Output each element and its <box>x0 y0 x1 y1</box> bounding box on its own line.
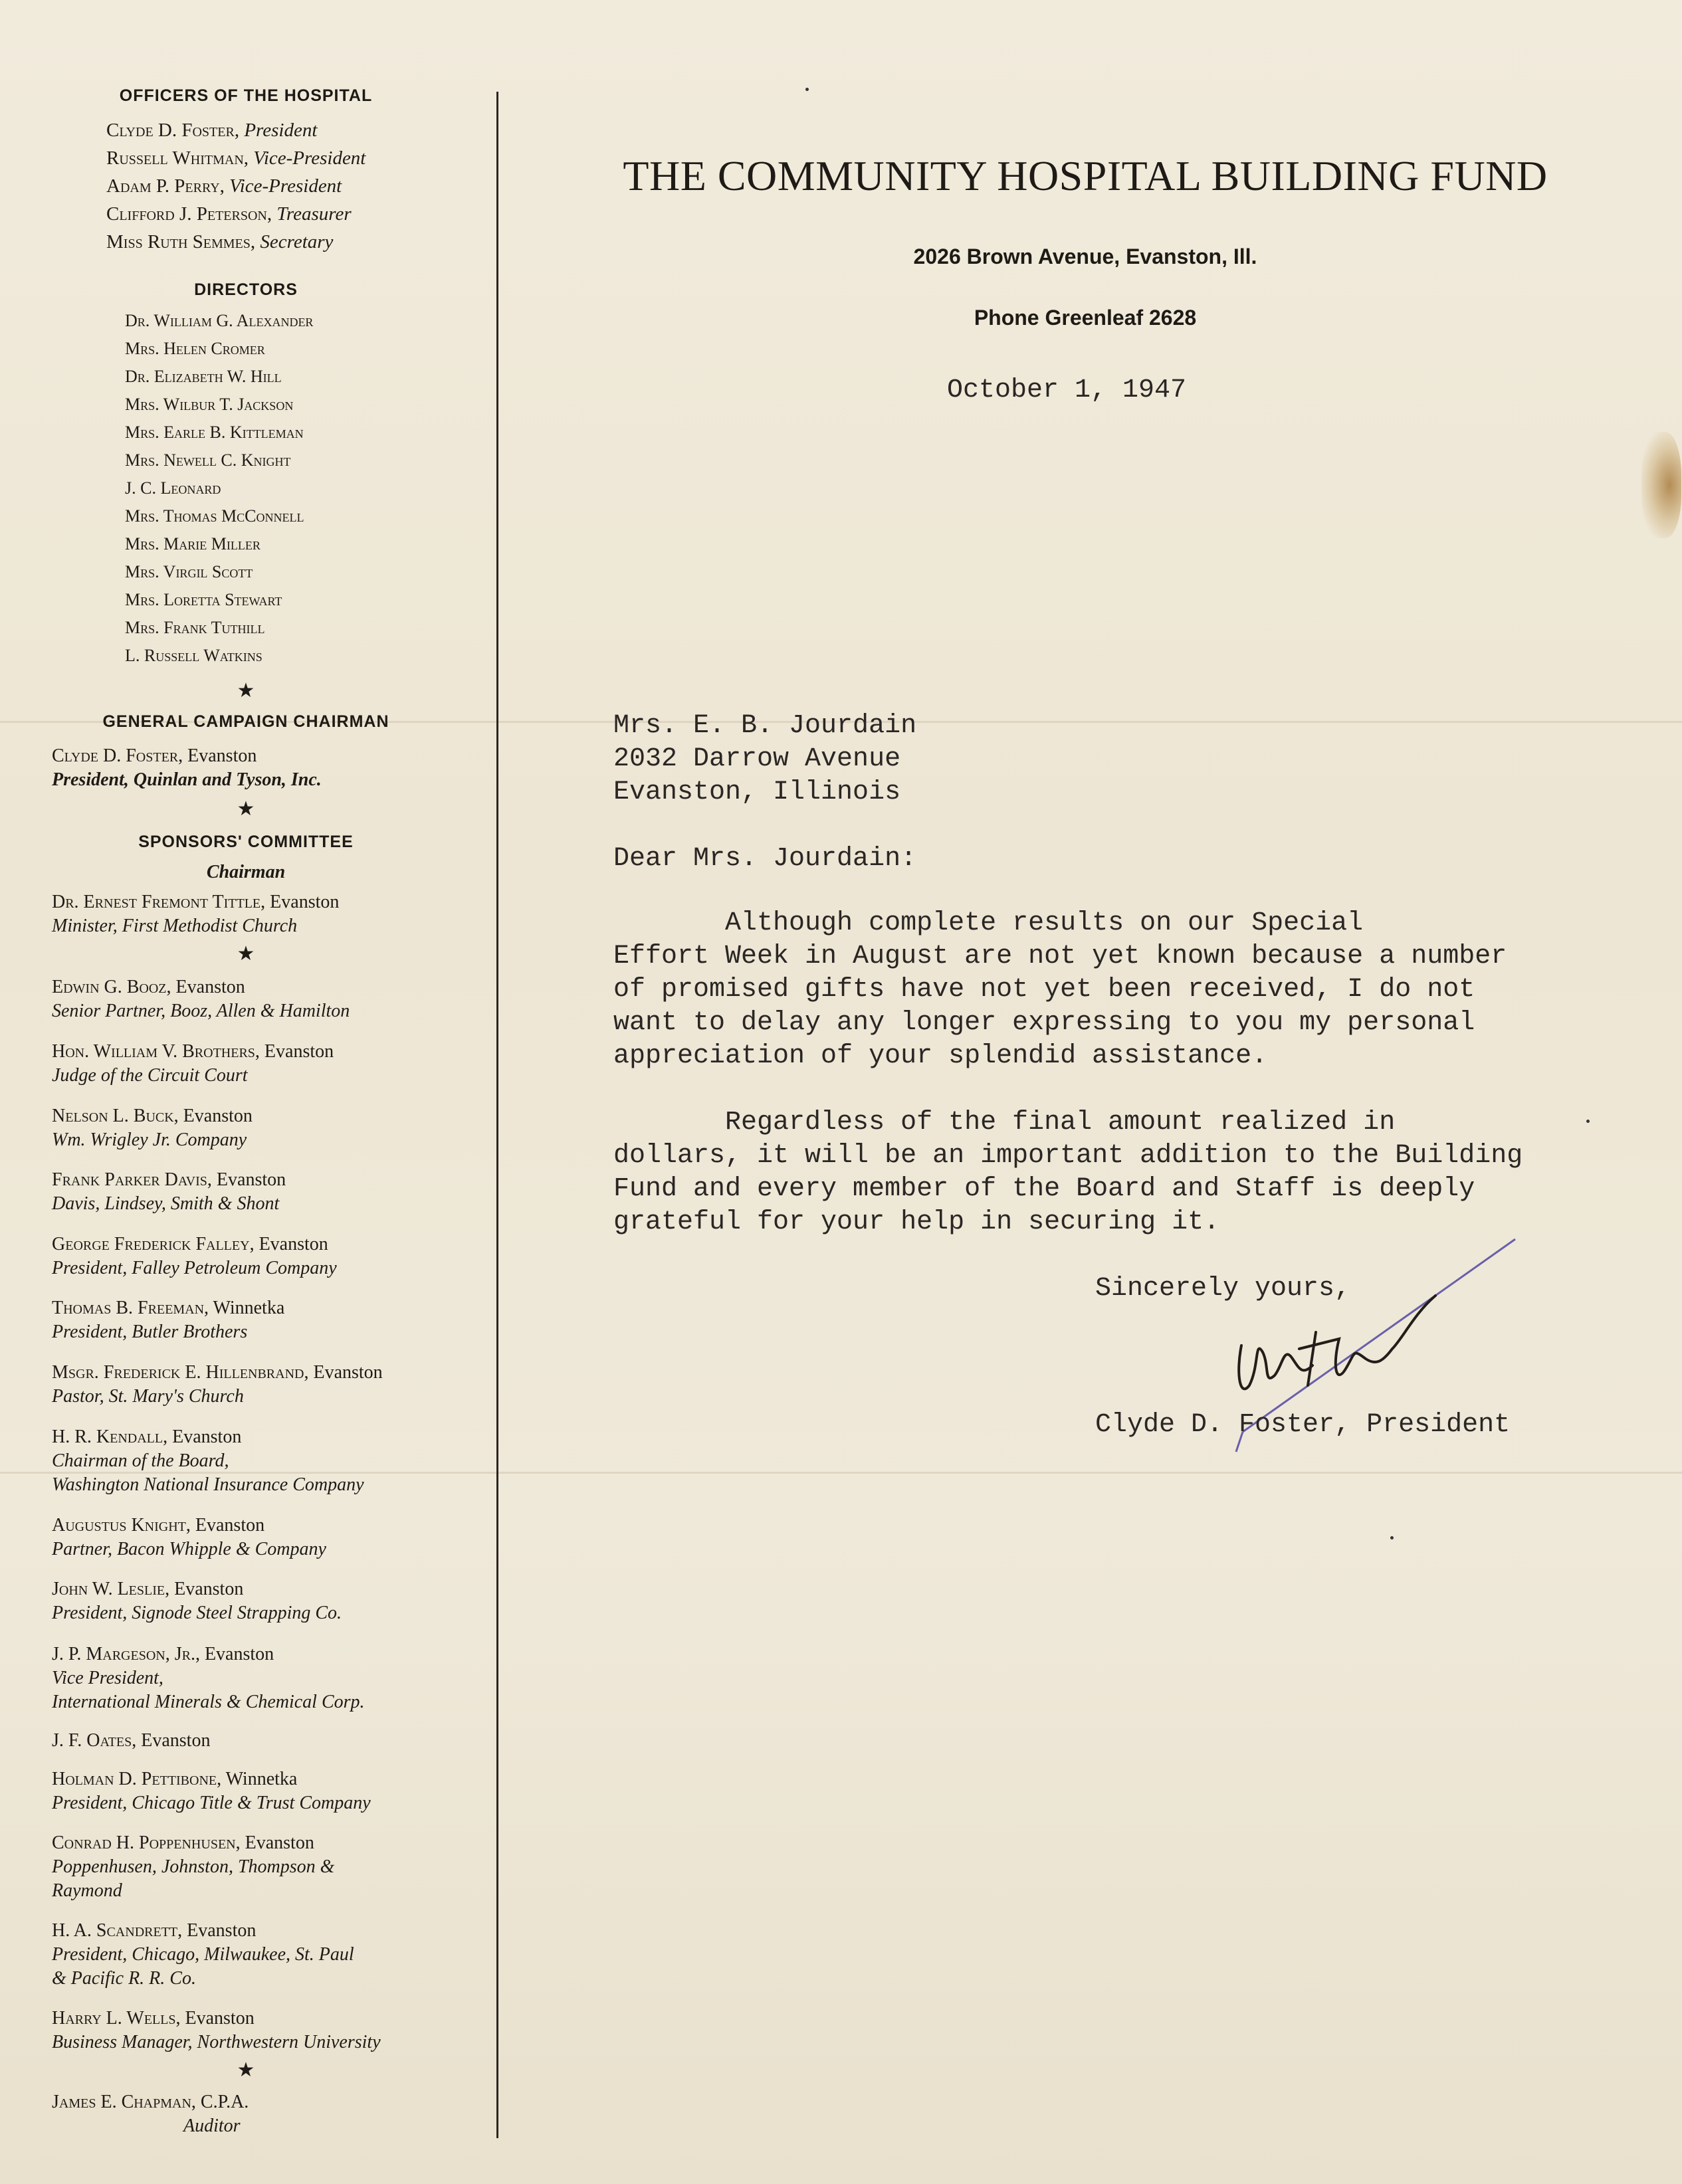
sponsor-entry <box>52 1104 253 1152</box>
sponsor-name: Thomas B. Freeman <box>52 1298 205 1318</box>
sponsors-chairman-entry <box>52 890 339 938</box>
sponsor-title: Partner, Bacon Whipple & Company <box>52 1539 326 1559</box>
sponsor-entry <box>52 1425 364 1497</box>
sponsor-title: Washington National Insurance Company <box>52 1474 364 1495</box>
paragraph-line: Although complete results on our Special <box>613 908 1364 938</box>
campaign-chairman-title: President, Quinlan and Tyson, Inc. <box>52 769 322 790</box>
ink-speck <box>1586 1120 1590 1123</box>
letterhead-address: 2026 Brown Avenue, Evanston, Ill. <box>913 245 1257 268</box>
sponsor-place: , Evanston <box>163 1427 242 1447</box>
sponsor-title: Vice President, <box>52 1668 163 1688</box>
sponsor-name: J. P. Margeson, Jr. <box>52 1644 195 1664</box>
sponsor-title: & Pacific R. R. Co. <box>52 1968 196 1989</box>
sponsor-place: , Winnetka <box>217 1769 298 1789</box>
sponsor-entry <box>52 1642 365 1714</box>
star-divider: ★ <box>237 2059 255 2081</box>
salutation: Dear Mrs. Jourdain: <box>613 844 917 874</box>
sponsor-title: Minister, First Methodist Church <box>52 916 298 936</box>
sponsor-entry <box>52 1577 342 1625</box>
letter-date: October 1, 1947 <box>947 375 1187 405</box>
officer-name: Russell Whitman <box>106 148 244 169</box>
sponsor-title: President, Chicago Title & Trust Company <box>52 1793 371 1813</box>
director-name: Mrs. Frank Tuthill <box>125 618 265 637</box>
paragraph-line: Effort Week in August are not yet known because a number <box>613 942 1507 971</box>
sponsor-place: , Evanston <box>166 977 245 997</box>
officer-entry: Adam P. Perry, Vice-President <box>106 175 342 197</box>
sponsor-place: , Evanston <box>185 1515 265 1536</box>
sponsor-place: , Evanston <box>255 1041 334 1062</box>
director-name: Mrs. Thomas McConnell <box>125 506 304 526</box>
sponsors-chairman-label: Chairman <box>206 862 286 882</box>
officer-name: Clifford J. Peterson <box>106 203 267 225</box>
sponsor-title: Judge of the Circuit Court <box>52 1065 248 1086</box>
ink-speck <box>805 88 809 91</box>
sponsor-name: Hon. William V. Brothers <box>52 1041 255 1062</box>
sponsor-title: Davis, Lindsey, Smith & Shont <box>52 1193 280 1214</box>
director-name: Mrs. Helen Cromer <box>125 339 265 358</box>
letterhead-phone: Phone Greenleaf 2628 <box>974 306 1197 330</box>
sponsors-heading: SPONSORS' COMMITTEE <box>138 833 354 851</box>
officer-role: Treasurer <box>276 203 352 225</box>
sponsor-place: , Evanston <box>173 1106 253 1126</box>
sponsor-name: Edwin G. Booz <box>52 977 167 997</box>
paragraph-line: grateful for your help in securing it. <box>613 1207 1220 1237</box>
campaign-chairman-name: Clyde D. Foster <box>52 745 179 766</box>
director-name: J. C. Leonard <box>125 478 221 498</box>
sponsor-place: , Evanston <box>235 1833 314 1853</box>
director-name: Mrs. Virgil Scott <box>125 562 253 581</box>
sponsor-title: Pastor, St. Mary's Church <box>52 1386 244 1407</box>
sponsor-title: President, Chicago, Milwaukee, St. Paul <box>52 1944 354 1965</box>
sponsor-place: , Evanston <box>207 1169 286 1190</box>
auditor-name: James E. Chapman <box>52 2092 191 2112</box>
director-name: Mrs. Marie Miller <box>125 534 261 553</box>
director-name: L. Russell Watkins <box>125 646 263 665</box>
sponsor-place: , Evanston <box>132 1730 211 1751</box>
sponsor-name: J. F. Oates <box>52 1730 132 1751</box>
officer-role: Vice-President <box>229 175 342 197</box>
sponsor-title: President, Butler Brothers <box>52 1322 248 1342</box>
officer-role: President <box>244 120 318 141</box>
officer-name: Miss Ruth Semmes <box>106 231 251 252</box>
sponsor-title: Senior Partner, Booz, Allen & Hamilton <box>52 1001 350 1021</box>
campaign-heading: GENERAL CAMPAIGN CHAIRMAN <box>102 712 389 731</box>
star-divider: ★ <box>237 798 255 820</box>
sponsor-name: Conrad H. Poppenhusen <box>52 1833 236 1853</box>
director-name: Mrs. Loretta Stewart <box>125 590 282 609</box>
paragraph-line: appreciation of your splendid assistance. <box>613 1041 1268 1071</box>
recipient-line: Mrs. E. B. Jourdain <box>613 711 917 741</box>
sponsor-entry <box>52 1168 286 1216</box>
sponsor-entry <box>52 1296 284 1344</box>
sponsor-title: President, Falley Petroleum Company <box>52 1258 337 1278</box>
sponsor-place: , Evanston <box>175 2008 255 2029</box>
sponsor-name: Nelson L. Buck <box>52 1106 174 1126</box>
sponsor-place: , Evanston <box>177 1920 257 1941</box>
sponsor-place: , Evanston <box>261 892 340 912</box>
paragraph-line: dollars, it will be an important addition to the Building <box>613 1141 1523 1171</box>
director-name: Mrs. Newell C. Knight <box>125 450 291 470</box>
letterhead-title: THE COMMUNITY HOSPITAL BUILDING FUND <box>623 152 1548 199</box>
sponsor-place: , Evanston <box>195 1644 274 1664</box>
sponsor-entry <box>52 1919 354 1991</box>
sponsor-place: , Winnetka <box>204 1298 285 1318</box>
paragraph-line: want to delay any longer expressing to you my personal <box>613 1008 1475 1038</box>
sponsor-title: International Minerals & Chemical Corp. <box>52 1692 365 1712</box>
sponsor-title: Chairman of the Board, <box>52 1450 229 1471</box>
sponsor-name: Augustus Knight <box>52 1515 186 1536</box>
sponsor-entry <box>52 1040 334 1088</box>
sidebar-roster <box>0 0 492 2184</box>
sponsor-title: Poppenhusen, Johnston, Thompson & <box>52 1856 335 1877</box>
paragraph-line: Regardless of the final amount realized in <box>613 1108 1396 1138</box>
director-name: Mrs. Earle B. Kittleman <box>125 423 304 442</box>
paragraph-line: Fund and every member of the Board and Staff is deeply <box>613 1174 1475 1204</box>
sponsor-title: Raymond <box>52 1880 122 1901</box>
officer-entry: Russell Whitman, Vice-President <box>106 148 366 169</box>
campaign-chairman-place: , Evanston <box>178 745 257 766</box>
sponsor-title: Business Manager, Northwestern University <box>52 2032 381 2052</box>
sponsor-title: Wm. Wrigley Jr. Company <box>52 1130 247 1150</box>
star-divider: ★ <box>237 680 255 702</box>
sponsor-entry <box>52 1361 383 1409</box>
officer-entry: Miss Ruth Semmes, Secretary <box>106 231 334 252</box>
officer-role: Vice-President <box>253 148 366 169</box>
sponsor-name: Msgr. Frederick E. Hillenbrand <box>52 1362 304 1383</box>
recipient-line: Evanston, Illinois <box>613 777 901 807</box>
paper-stain <box>1641 432 1681 538</box>
paragraph-line: of promised gifts have not yet been received, I do not <box>613 975 1475 1005</box>
sponsor-name: H. A. Scandrett <box>52 1920 178 1941</box>
sponsor-entry <box>52 1514 326 1561</box>
officer-role: Secretary <box>260 231 334 252</box>
auditor-suffix: , C.P.A. <box>191 2092 249 2112</box>
sponsor-entry <box>52 1767 371 1815</box>
officer-name: Clyde D. Foster <box>106 120 235 141</box>
campaign-chairman-entry <box>52 744 322 792</box>
officer-entry: Clifford J. Peterson, Treasurer <box>106 203 352 225</box>
officer-entry: Clyde D. Foster, President <box>106 120 318 141</box>
sponsor-name: George Frederick Falley <box>52 1234 250 1254</box>
sponsor-name: Holman D. Pettibone <box>52 1769 217 1789</box>
closing: Sincerely yours, <box>1095 1274 1351 1304</box>
sidebar-divider <box>496 92 498 2138</box>
sponsor-entry <box>52 1729 210 1753</box>
sponsor-entry <box>52 975 350 1023</box>
sponsor-place: , Evanston <box>165 1579 244 1599</box>
auditor-entry <box>52 2090 249 2114</box>
sponsor-name: Harry L. Wells <box>52 2008 176 2029</box>
sponsor-entry <box>52 1831 334 1903</box>
sponsor-place: , Evanston <box>304 1362 383 1383</box>
auditor-title: Auditor <box>183 2116 241 2136</box>
sponsor-name: Dr. Ernest Fremont Tittle <box>52 892 261 912</box>
director-name: Mrs. Wilbur T. Jackson <box>125 395 294 414</box>
signature-block: Clyde D. Foster, President <box>1095 1410 1511 1440</box>
sponsor-place: , Evanston <box>249 1234 328 1254</box>
recipient-line: 2032 Darrow Avenue <box>613 744 901 774</box>
handwritten-signature <box>1223 1233 1555 1485</box>
ink-speck <box>1390 1536 1394 1539</box>
sponsor-entry <box>52 1233 337 1280</box>
sponsor-name: John W. Leslie <box>52 1579 165 1599</box>
director-name: Dr. William G. Alexander <box>125 311 314 330</box>
sponsor-title: President, Signode Steel Strapping Co. <box>52 1603 342 1623</box>
star-divider: ★ <box>237 943 255 965</box>
sponsor-entry <box>52 2007 381 2054</box>
sponsor-name: Frank Parker Davis <box>52 1169 207 1190</box>
director-name: Dr. Elizabeth W. Hill <box>125 367 282 386</box>
directors-heading: DIRECTORS <box>194 280 298 299</box>
officer-name: Adam P. Perry <box>106 175 220 197</box>
sponsor-name: H. R. Kendall <box>52 1427 163 1447</box>
officers-heading: OFFICERS OF THE HOSPITAL <box>119 86 373 105</box>
